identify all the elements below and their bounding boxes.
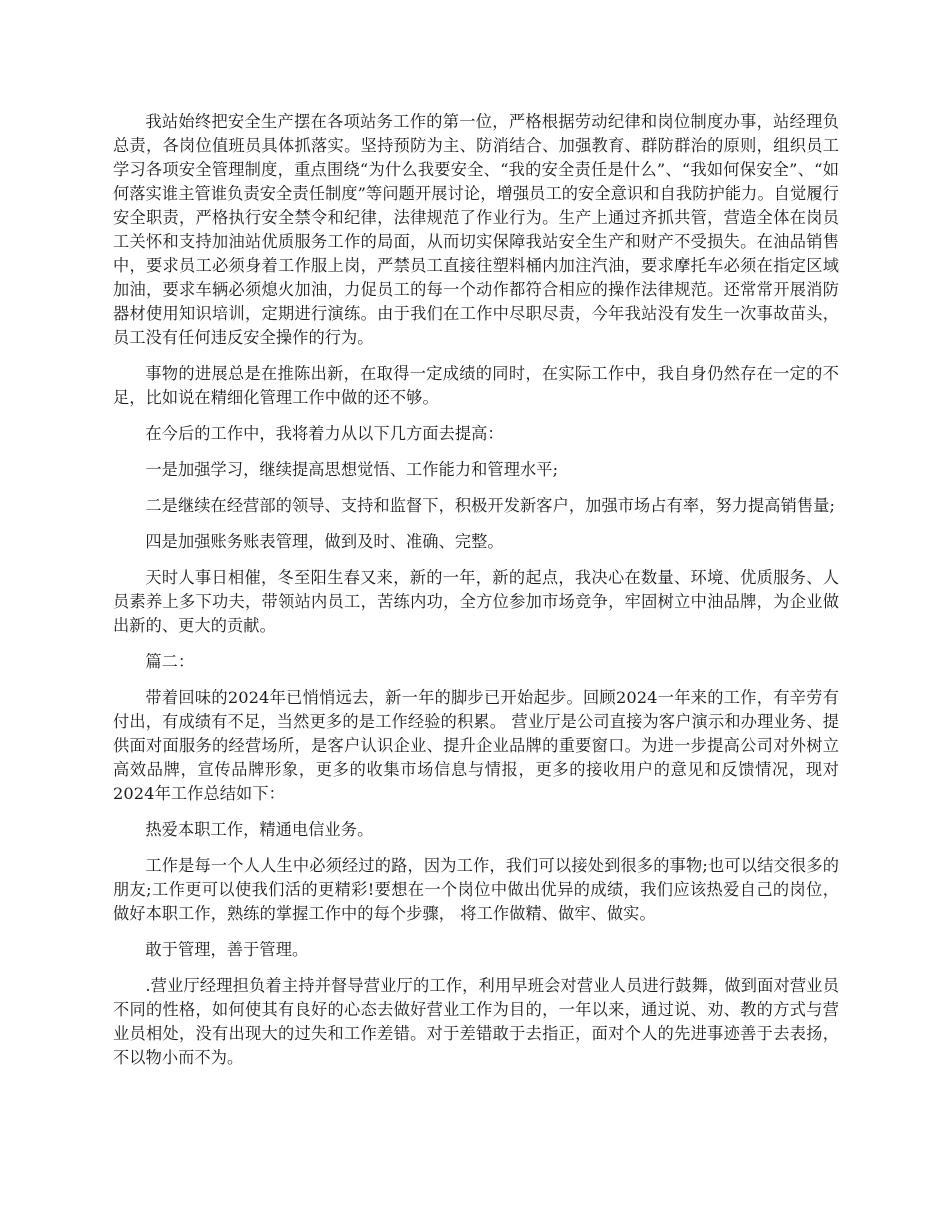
paragraph-improvement-intro: 在今后的工作中，我将着力从以下几方面去提高： xyxy=(145,424,504,443)
paragraph-point-one: 一是加强学习，继续提高思想觉悟、工作能力和管理水平; xyxy=(145,460,559,479)
paragraph-management: 敢于管理，善于管理。 xyxy=(145,940,309,959)
paragraph-review: 带着回味的2024年已悄悄远去，新一年的脚步已开始起步。回顾2024一年来的工作，有辛劳有付出，有成绩有不足，当然更多的是工作经验的积累。 营业厅是公司直接为客户演示和办理业务、提供面对面服务的经营场所，是客户认识企业、提升企业品牌的重要窗口。为进一步提高公司对外树立高效品牌，宣传品牌形象，更多的收集市场信息与情报，更多的接收用户的意见和反馈情况，现对2024年工作总结如下： xyxy=(113,688,839,803)
paragraph-point-two: 二是继续在经营部的领导、支持和监督下，积极开发新客户，加强市场占有率，努力提高销售量; xyxy=(145,496,836,515)
document-body xyxy=(113,110,839,1082)
paragraph-safety: 我站始终把安全生产摆在各项站务工作的第一位，严格根据劳动纪律和岗位制度办事，站经理负总责，各岗位值班员具体抓落实。坚持预防为主、防消结合、加强教育、群防群治的原则，组织员工学习各项安全管理制度，重点围绕“为什么我要安全、“我的安全责任是什么”、“我如何保安全”、“如何落实谁主管谁负责安全责任制度”等问题开展讨论，增强员工的安全意识和自我防护能力。自觉履行安全职责，严格执行安全禁令和纪律，法律规范了作业行为。生产上通过齐抓共管，营造全体在岗员工关怀和支持加油站优质服务工作的局面，从而切实保障我站安全生产和财产不受损失。在油品销售中，要求员工必须身着工作服上岗，严禁员工直接往塑料桶内加注汽油，要求摩托车必须在指定区域加油，要求车辆必须熄火加油，力促员工的每一个动作都符合相应的操作法律规范。还常常开展消防器材使用知识培训，定期进行演练。由于我们在工作中尽职尽责，今年我站没有发生一次事故苗头，员工没有任何违反安全操作的行为。 xyxy=(113,112,839,347)
paragraph-new-year: 天时人事日相催，冬至阳生春又来，新的一年，新的起点，我决心在数量、环境、优质服务、人员素养上多下功夫，带领站内员工，苦练内功，全方位参加市场竞争，牢固树立中油品牌，为企业做出新的、更大的贡献。 xyxy=(113,568,839,635)
paragraph-manager-duties: .营业厅经理担负着主持并督导营业厅的工作，利用早班会对营业人员进行鼓舞，做到面对营业员不同的性格，如何使其有良好的心态去做好营业工作为目的，一年以来，通过说、劝、教的方式与营业员相处，没有出现大的过失和工作差错。对于差错敢于去指正，面对个人的先进事迹善于去表扬，不以物小而不为。 xyxy=(113,976,839,1067)
section-heading-part-two: 篇二： xyxy=(145,652,195,671)
paragraph-point-four: 四是加强账务账表管理，做到及时、准确、完整。 xyxy=(145,532,504,551)
paragraph-work-meaning: 工作是每一个人人生中必须经过的路，因为工作，我们可以接处到很多的事物;也可以结交很多的朋友;工作更可以使我们活的更精彩!要想在一个岗位中做出优异的成绩，我们应该热爱自己的岗位，做好本职工作，熟练的掌握工作中的每个步骤， 将工作做精、做牢、做实。 xyxy=(113,856,839,923)
paragraph-shortcomings: 事物的进展总是在推陈出新，在取得一定成绩的同时，在实际工作中，我自身仍然存在一定的不足，比如说在精细化管理工作中做的还不够。 xyxy=(113,364,839,407)
paragraph-love-work: 热爱本职工作，精通电信业务。 xyxy=(145,820,374,839)
